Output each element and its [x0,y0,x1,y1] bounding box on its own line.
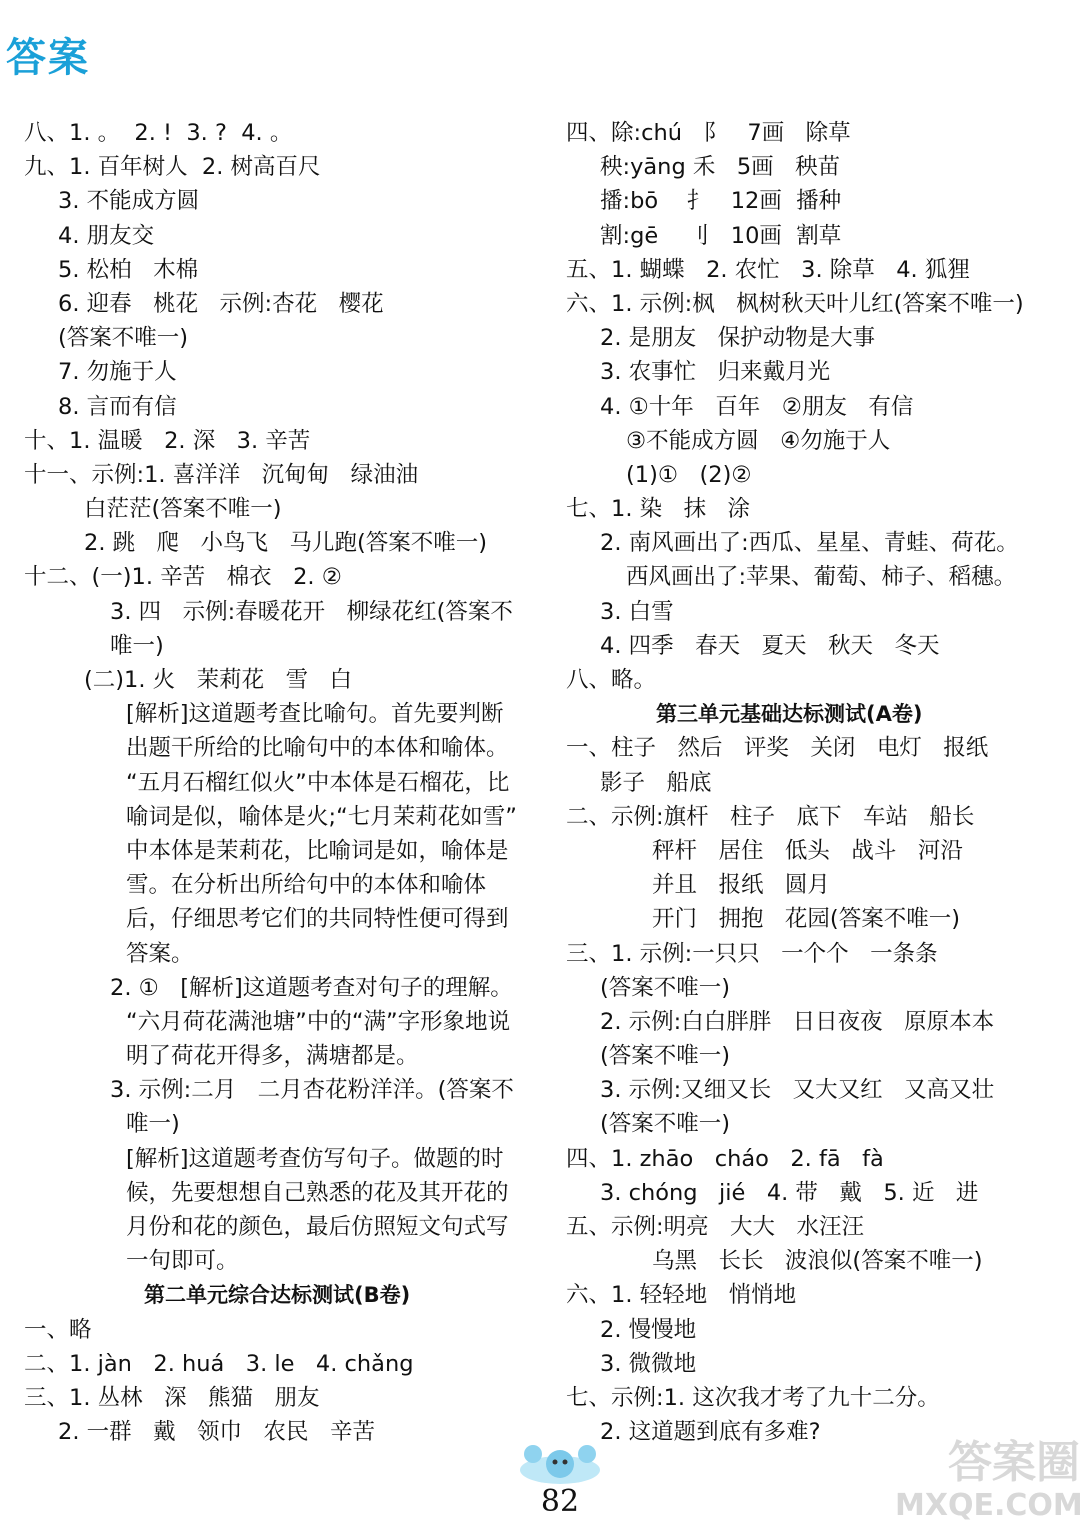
watermark-logo: 答案圈 [948,1437,1080,1488]
answer-line: 2. 示例:白白胖胖 日日夜夜 原原本本 [600,1008,995,1035]
answer-line: [解析]这道题考查仿写句子。做题的时 [126,1145,504,1172]
answer-line: 候，先要想想自己熟悉的花及其开花的 [126,1179,509,1206]
page-title: 答案 [6,35,90,81]
watermark-url: MXQE.COM [895,1488,1083,1523]
answer-line: 四、1. zhāo cháo 2. fā fà [566,1145,884,1172]
answer-line: 六、1. 轻轻地 悄悄地 [566,1282,797,1309]
answer-line: 四、除:chú 阝 7画 除草 [566,120,851,146]
answer-line: 唯一) [110,632,164,659]
answer-line: 明了荷花开得多，满塘都是。 [126,1043,419,1070]
answer-line: 2. ① [解析]这道题考查对句子的理解。 [110,974,513,1001]
answer-line: 5. 松柏 木棉 [58,256,199,283]
answer-line: 后，仔细思考它们的共同特性便可得到 [126,906,509,933]
answer-line: 影子 船底 [600,769,712,796]
answer-line: 3. 农事忙 归来戴月光 [600,359,831,386]
answer-line: 开门 拥抱 花园(答案不唯一) [652,906,960,933]
answer-line: 2. 这道题到底有多难? [600,1419,821,1446]
answer-line: 3. 四 示例:春暖花开 柳绿花红(答案不 [110,598,513,625]
answer-line: 4. ①十年 百年 ②朋友 有信 [600,393,914,420]
answer-line: 割:gē 刂 10画 割草 [600,222,842,249]
answer-line: 喻词是似，喻体是火;“七月茉莉花如雪” [126,803,517,830]
mascot-icon [515,1440,605,1490]
answer-line: (二)1. 火 茉莉花 雪 白 [84,667,353,693]
answer-line: 唯一) [126,1111,180,1138]
answer-line: 6. 迎春 桃花 示例:杏花 樱花 [58,290,384,317]
answer-line: (答案不唯一) [600,1043,731,1070]
answer-line: 2. 慢慢地 [600,1316,697,1343]
answer-line: 3. 白雪 [600,598,674,625]
answer-line: 八、1. 。 2. ! 3. ? 4. 。 [24,120,293,146]
answer-line: (1)① (2)② [626,461,752,488]
answer-line: (答案不唯一) [600,1111,731,1138]
answer-line: 七、1. 染 抹 涂 [566,496,751,523]
answer-line: 五、示例:明亮 大大 水汪汪 [566,1214,864,1240]
answer-line: 2. 跳 爬 小鸟飞 马儿跑(答案不唯一) [84,530,488,557]
answer-line: 出题干所给的比喻句中的本体和喻体。 [126,735,509,762]
answer-line: 雪。在分析出所给句中的本体和喻体 [126,872,487,899]
answer-line: 4. 朋友交 [58,222,155,249]
answer-line: “六月荷花满池塘”中的“满”字形象地说 [126,1008,511,1035]
answer-line: 2. 是朋友 保护动物是大事 [600,325,876,352]
answer-line: 十一、示例:1. 喜洋洋 沉甸甸 绿油油 [24,461,419,488]
answer-line: 十、1. 温暖 2. 深 3. 辛苦 [24,427,311,454]
answer-line: 3. 不能成方圆 [58,188,200,215]
answer-line: 2. 南风画出了:西瓜、星星、青蛙、荷花。 [600,530,1019,557]
answer-line: 2. 一群 戴 领巾 农民 辛苦 [58,1419,375,1446]
answer-line: 中本体是茉莉花，比喻词是如，喻体是 [126,837,509,864]
answer-line: (答案不唯一) [600,974,731,1001]
answer-line: 3. 示例:又细又长 又大又红 又高又壮 [600,1077,995,1104]
watermark [895,1437,1083,1533]
answer-line: 秧:yāng 禾 5画 秧苗 [600,154,841,181]
left-column [24,116,534,1449]
answer-line: 二、1. jàn 2. huá 3. le 4. chǎng [24,1350,414,1377]
answer-line: 月份和花的颜色，最后仿照短文句式写 [126,1214,509,1240]
answer-line: 7. 勿施于人 [58,359,177,386]
answer-line: 秤杆 居住 低头 战斗 河沿 [652,837,963,864]
answer-line: 西风画出了:苹果、葡萄、柿子、稻穗。 [626,564,1017,591]
right-column [566,116,1066,1449]
answer-line: 九、1. 百年树人 2. 树高百尺 [24,154,321,181]
answer-line: 答案。 [126,940,194,967]
answer-line: 3. 微微地 [600,1350,697,1377]
answer-line: (答案不唯一) [58,325,189,352]
answer-line: 六、1. 示例:枫 枫树秋天叶儿红(答案不唯一) [566,290,1024,317]
answer-line: 七、示例:1. 这次我才考了九十二分。 [566,1384,940,1411]
section-heading: 第三单元基础达标测试(A卷) [656,702,923,727]
answer-line: 3. 示例:二月 二月杏花粉洋洋。(答案不 [110,1077,514,1104]
answer-line: 3. chóng jié 4. 带 戴 5. 近 进 [600,1179,979,1206]
answer-line: 白茫茫(答案不唯一) [84,496,282,523]
answer-line: 一、柱子 然后 评奖 关闭 电灯 报纸 [566,735,989,762]
answer-line: 一句即可。 [126,1248,239,1275]
answer-line: 乌黑 长长 波浪似(答案不唯一) [652,1248,983,1275]
answer-line: 三、1. 示例:一只只 一个个 一条条 [566,940,938,967]
answer-line: “五月石榴红似火”中本体是石榴花，比 [126,769,510,796]
answer-line: 五、1. 蝴蝶 2. 农忙 3. 除草 4. 狐狸 [566,256,970,283]
answer-line: 并且 报纸 圆月 [652,872,830,899]
section-heading: 第二单元综合达标测试(B卷) [144,1283,411,1308]
answer-line: 十二、(一)1. 辛苦 棉衣 2. ② [24,564,342,591]
answer-line: 三、1. 丛林 深 熊猫 朋友 [24,1384,320,1411]
answer-line: [解析]这道题考查比喻句。首先要判断 [126,701,504,728]
answer-line: 播:bō 扌 12画 播种 [600,188,842,215]
answer-line: 二、示例:旗杆 柱子 底下 车站 船长 [566,803,975,830]
answer-line: 一、略 [24,1316,92,1343]
page-number: 82 [540,1484,580,1519]
answer-line: 8. 言而有信 [58,393,177,420]
answer-line: 4. 四季 春天 夏天 秋天 冬天 [600,632,940,659]
answer-line: ③不能成方圆 ④勿施于人 [626,427,891,454]
answer-line: 八、略。 [566,667,657,693]
